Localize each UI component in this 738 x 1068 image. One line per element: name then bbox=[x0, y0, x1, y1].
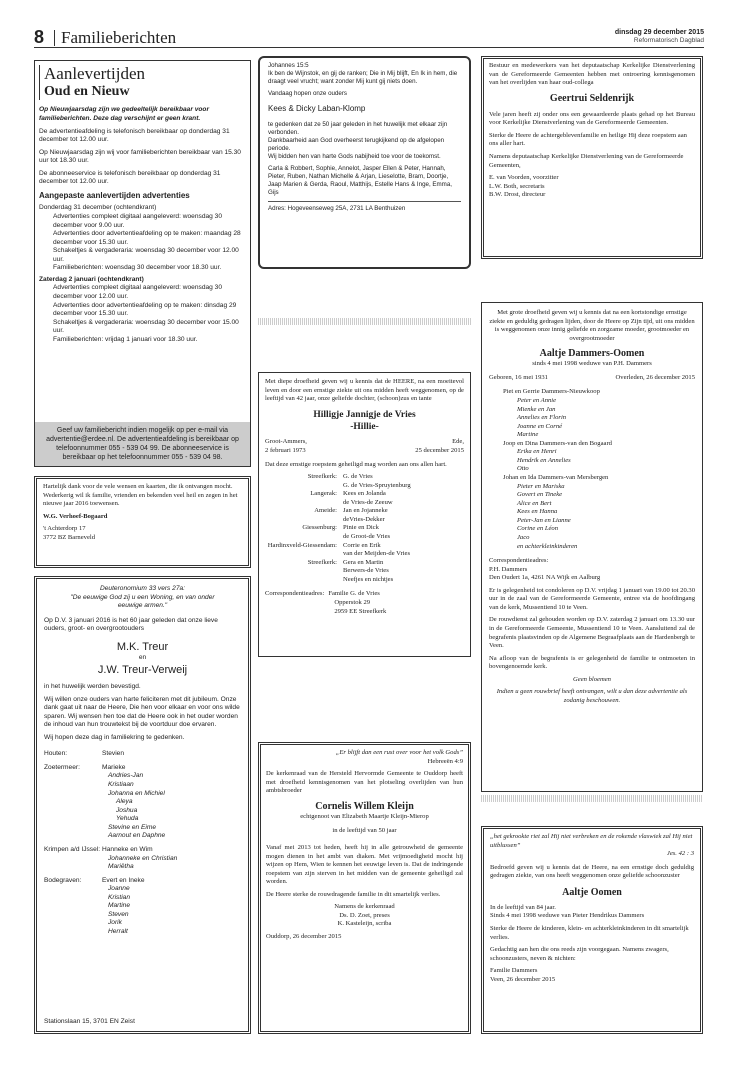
treur-ad bbox=[34, 576, 251, 1034]
vries-dates: 2 februari 1973 25 december 2015 bbox=[265, 446, 464, 454]
dammers-p5: Indien u geen rouwbrief heeft ontvangen, wilt u dan deze advertentie als zodanig beschouwen. bbox=[496, 688, 688, 704]
dammers-corr-label: Correspondentieadres: bbox=[489, 557, 549, 565]
dammers-family: Piet en Gerrie Dammers-Nieuwkoop Peter en Annie Mienke en Jan Annelies en Florin Joanne en Corné Martine Joop en Dina Dammers-van den Bogaard Erika en Henri Hendrik en Annelies Otto Johan en Ida Dammers-van Mersbergen Pieter en Mariska Govert en Tineke Alice en Bert Kees en Hanna Peter-Jan en Lianne Corine en Léon Jaco en achterkleinkinderen bbox=[503, 388, 612, 550]
info-box bbox=[34, 60, 251, 467]
info-day1-item: Advertenties door advertentieafdeling op te maken: maandag 28 december voor 15.30 uur. bbox=[53, 230, 241, 246]
treur-name2: J.W. Treur-Verweij bbox=[97, 663, 188, 676]
shade-divider bbox=[258, 318, 471, 325]
thanks-addr2: 3772 BZ Barneveld bbox=[43, 533, 96, 541]
info-day2-item: Familieberichten: vrijdag 1 januari voor 18.30 uur. bbox=[53, 335, 198, 343]
vries-family-row: Langerak: Kees en Jolanda de Vries-de Zeeuw bbox=[310, 490, 393, 506]
oomen-verse-ref: Jes. 42 : 3 bbox=[666, 850, 694, 858]
laban-verse-ref: Johannes 15:5 bbox=[268, 62, 309, 69]
oomen-p2: Gedachtig aan hen die ons reeds zijn voorgegaan. Namens zwagers, schoonzusters, neven & nichten: bbox=[490, 946, 669, 962]
selden-name: Geertrui Seldenrijk bbox=[549, 92, 635, 104]
seldenrijk-ad bbox=[481, 56, 703, 259]
kleijn-ad bbox=[258, 742, 471, 1034]
selden-p3: Namens deputaatschap Kerkelijke Dienstverlening van de Gereformeerde Gemeenten, bbox=[489, 152, 684, 169]
kleijn-spouse: echtgenoot van Elizabeth Maartje Kleijn-Mierop bbox=[300, 812, 429, 820]
oomen-age: In de leeftijd van 84 jaar. bbox=[490, 903, 556, 911]
laban-family: Carla & Robbert, Sophie, Annelot, Jasper Ellen & Peter, Hannah, Pieter, Ruben, Nathan Michelle & Arjan, Lieselotte, Bram, Doortje, Jaap Marien & Gerda, Raoul, Matthijs, Estelle Hans & Inge, Emma, Gijs bbox=[268, 164, 452, 197]
info-day2-item: Schakeltjes & vergaderaria: woensdag 30 december voor 15.00 uur. bbox=[53, 318, 239, 335]
vries-family-row: Streefkerk: Gera en Martin Berwers-de Vries Neefjes en nichtjes bbox=[307, 558, 394, 583]
kleijn-p1: Vanaf mei 2013 tot heden, heeft hij in alle getrouwheid de gemeente mogen dienen in het ambt van diaken. Met vrijmoedigheid mocht hij wijzen op Hem, Wien te kennen het eeuwige leven is. Dat de indringende roepstem van zijn sterven in het midden van de gemeente geheiligd zal worden. bbox=[266, 843, 463, 886]
treur-verse-ref: Deuteronomium 33 vers 27a: bbox=[99, 585, 186, 592]
treur-family-row: Houten: Stevien bbox=[44, 750, 124, 758]
info-day2-item: Advertenties compleet digitaal aangeleverd: woensdag 30 december voor 12.00 uur. bbox=[53, 284, 222, 300]
kleijn-p2: De Heere sterke de rouwdragende familie in dit smartelijk verlies. bbox=[266, 890, 441, 898]
section-title: Familieberichten bbox=[61, 28, 177, 47]
shade-divider bbox=[481, 795, 703, 802]
treur-p1: Wij willen onze ouders van harte feliciteren met dit jubileum. Onze dank gaat uit naar de Heere, Die hen voor elkaar en voor ons wilde sparen. Wij wensen hen toe dat de Heere ook in het ouder worden de inhoud van hun trouwtekst bij de voortduur doe ervaren. bbox=[44, 695, 240, 729]
info-p3: De abonneeservice is telefonisch bereikbaar op donderdag 31 december tot 12.00 uur. bbox=[39, 169, 221, 186]
kleijn-verse-ref: Hebreeën 4:9 bbox=[427, 757, 463, 765]
kleijn-age: in de leeftijd van 50 jaar bbox=[332, 827, 397, 835]
oomen-spouse: Sinds 4 mei 1998 weduwe van Pieter Hendrikus Dammers bbox=[490, 912, 645, 920]
selden-sign: B.W. Drost, directeur bbox=[489, 191, 546, 199]
laban-p2: Dankbaarheid aan God overheerst terugkijkend op de afgelopen periode. bbox=[268, 136, 445, 152]
thanks-name: W.G. Verhoef-Bogaard bbox=[43, 512, 108, 520]
dammers-name: Aaltje Dammers-Oomen bbox=[539, 348, 645, 360]
vries-family-row: Hardinxveld-Giessendam: Corrie en Erik van der Meijden-de Vries bbox=[267, 541, 411, 558]
dammers-spouse: sinds 4 mei 1998 weduwe van P.H. Dammers bbox=[532, 360, 652, 368]
treur-intro: Op D.V. 3 januari 2016 is het 60 jaar geleden dat onze lieve ouders, groot- en overgrootouders bbox=[44, 616, 218, 633]
info-p2: Op Nieuwjaarsdag zijn wij voor familieberichten bereikbaar van 15.30 uur tot 18.30 uur. bbox=[39, 148, 241, 165]
dammers-dates: Geboren, 16 mei 1931 Overleden, 26 december 2015 bbox=[489, 373, 695, 381]
kleijn-verse: „Er blijft dan een rust over voor het volk Gods” bbox=[335, 749, 463, 756]
selden-p1: Vele jaren heeft zij onder ons een gewaardeerde plaats gehad op het Bureau voor Kerkelijke Dienstverlening van de Gereformeerde Gemeenten. bbox=[489, 110, 695, 127]
laban-ad bbox=[258, 56, 471, 269]
laban-names: Kees & Dicky Laban-Klomp bbox=[268, 104, 366, 114]
dammers-p3: Na afloop van de begrafenis is er gelegenheid de familie te ontmoeten in bovengenoemde kerk. bbox=[489, 654, 695, 671]
laban-verse: Ik ben de Wijnstok, en gij de ranken; Die in Mij blijft, En Ik in hem, die draagt veel vrucht; want zonder Mij kunt gij niets doen. bbox=[268, 70, 458, 86]
treur-family-row: Bodegraven: Evert en Ineke Joanne Kristian Martine Steven Jorik Herralt bbox=[44, 876, 145, 936]
dammers-p4: Geen bloemen bbox=[573, 675, 611, 683]
info-day1-item: Familieberichten: woensdag 30 december voor 18.30 uur. bbox=[53, 264, 222, 272]
info-title: Aanlevertijden bbox=[44, 64, 146, 83]
kleijn-sign1: Namens de kerkenraad bbox=[334, 903, 395, 911]
vries-name: Hilligje Jannigje de Vries bbox=[313, 409, 416, 420]
info-day1-item: Schakeltjes & vergaderaria: woensdag 30 december voor 12.00 uur. bbox=[53, 247, 239, 263]
vries-intro: Met diepe droefheid geven wij u kennis dat de HEERE, na een moeitevol leven en door een ernstige ziekte uit ons midden heeft weggenomen, op de leeftijd van 42 jaar, onze geliefde dochter, (schoon)zus en tante bbox=[265, 378, 464, 403]
dammers-p2: De rouwdienst zal gehouden worden op D.V. zaterdag 2 januari om 13.30 uur in de Gereformeerde Gemeente, Mussentiend 10 te Veen. Aansluitend zal de begrafenis plaatsvinden op de Algemene Begraafplaats aan de Hardenbergh te Veen. bbox=[489, 616, 695, 650]
page-number: 8 bbox=[34, 27, 45, 47]
vries-family-row: Ameide: Jan en Jojanneke deVries-Dekker bbox=[314, 507, 388, 523]
kleijn-sign3: K. Kasteleijn, scriba bbox=[337, 920, 392, 928]
vries-nick: -Hillie- bbox=[350, 422, 379, 433]
dammers-intro: Met grote droefheid geven wij u kennis dat na een kortstondige ernstige ziekte en geduldig gedragen lijden, door de Heere op Zijn tijd, uit ons midden is weggenomen onze innig geliefde en zorgzame moeder, grootmoeder en overgrootmoeder bbox=[489, 309, 695, 342]
kleijn-name: Cornelis Willem Kleijn bbox=[315, 800, 414, 812]
header-date: dinsdag 29 december 2015 bbox=[614, 29, 704, 36]
dammers-p1: Er is gelegenheid tot condoleren op D.V. vrijdag 1 januari van 19.00 tot 20.30 uur in de zaal van de Gereformeerde Gemeente, entree via de hoofdingang van de kerk, Mussentiend 10 te Veen. bbox=[489, 586, 695, 611]
laban-intro: Vandaag hopen onze ouders bbox=[268, 90, 348, 98]
thanks-text: Hartelijk dank voor de vele wensen en kaarten, die ik ontvangen mocht. Wederkerig wil ik familie, vrienden en bekenden veel heil en zegen in het nieuwe jaar 2016 toewensen. bbox=[43, 483, 238, 508]
info-day2: Zaterdag 2 januari (ochtendkrant) bbox=[39, 275, 144, 283]
treur-verse: "De eeuwige God zij u een Woning, en van onder eeuwige armen." bbox=[70, 593, 215, 610]
laban-p1: te gedenken dat ze 50 jaar geleden in het huwelijk met elkaar zijn verbonden. bbox=[268, 120, 448, 136]
info-title-block bbox=[39, 65, 246, 100]
oomen-p1: Sterke de Heere de kinderen, klein- en achterkleinkinderen in dit smartelijk verlies. bbox=[490, 924, 689, 941]
vries-family-row: Streefkerk: G. de Vries G. de Vries-Spruytenburg bbox=[307, 473, 411, 489]
info-day2-item: Advertenties door advertentieafdeling op te maken: dinsdag 29 december voor 15.30 uur. bbox=[53, 301, 237, 318]
selden-sign: E. van Voorden, voorzitter bbox=[489, 174, 559, 182]
oomen-ad bbox=[481, 826, 703, 1034]
treur-family-row: Zoetermeer: Marieke Andries-Jan Kristiaan Johanna en Michiel Aleya Joshua Yehuda Stevine en Eime Aarnout en Daphne bbox=[44, 763, 166, 840]
vries-p1: Dat deze ernstige roepstem geheiligd mag worden aan ons allen hart. bbox=[265, 460, 447, 468]
vries-correspondence: Correspondentieadres: Familie G. de Vries Opperstok 29 2959 EE Streefkerk bbox=[265, 590, 387, 615]
header-paper: Reformatorisch Dagblad bbox=[633, 37, 704, 44]
info-day1: Donderdag 31 december (ochtendkrant) bbox=[39, 204, 157, 212]
laban-p3: Wij bidden hen van harte Gods nabijheid toe voor de toekomst. bbox=[268, 152, 441, 160]
treur-family-row: Krimpen a/d IJssel: Hanneke en Wim Johanneke en Christian Mariëtha bbox=[44, 845, 178, 871]
oomen-verse: „het gekrookte riet zal Hij niet verbreken en de rokende vlaswiek zal Hij niet uitblussen” bbox=[490, 833, 693, 849]
treur-name1: M.K. Treur bbox=[116, 640, 169, 653]
vries-ad bbox=[258, 372, 471, 657]
kleijn-date: Ouddorp, 26 december 2015 bbox=[266, 933, 342, 940]
selden-sign: L.W. Both, secretaris bbox=[489, 182, 545, 190]
info-subtitle: Oud en Nieuw bbox=[44, 83, 130, 99]
info-intro: Op Nieuwjaarsdag zijn we gedeeltelijk bereikbaar voor familieberichten. Deze dag verschijnt er geen krant. bbox=[39, 106, 210, 123]
page-header bbox=[34, 28, 704, 48]
info-heading: Aangepaste aanlevertijden advertenties bbox=[39, 190, 190, 200]
dammers-corr1: P.H. Dammers bbox=[489, 565, 528, 573]
vries-dates: Groot-Ammers, Ede, bbox=[265, 438, 464, 446]
treur-en: en bbox=[138, 654, 147, 662]
kleijn-sign2: Ds. D. Zoet, preses bbox=[339, 911, 390, 919]
oomen-intro: Bedroefd geven wij u kennis dat de Heere, na een ernstige doch geduldig gedragen ziekte, van ons heeft weggenomen onze geliefde schoonzuster bbox=[490, 863, 694, 880]
treur-address: Stationslaan 15, 3701 EN Zeist bbox=[44, 1018, 135, 1026]
info-footer: Geef uw familiebericht indien mogelijk op per e-mail via advertentie@erdee.nl. De advertentieafdeling is bereikbaar op telefoonnummer 055 - 539 04 99. De abonneeservice is bereikbaar op het telefoonnummer 055 - 539 04 98. bbox=[35, 422, 250, 466]
treur-married: in het huwelijk werden bevestigd. bbox=[44, 682, 141, 690]
header-divider bbox=[54, 30, 55, 46]
oomen-name: Aaltje Oomen bbox=[562, 886, 622, 898]
oomen-sign2: Veen, 26 december 2015 bbox=[490, 975, 556, 983]
thanks-ad bbox=[34, 476, 251, 568]
selden-p2: Sterke de Heere de achtergeblevenfamilie en heilige Hij deze roepstem aan ons aller hart. bbox=[489, 131, 687, 148]
info-day1-item: Advertenties compleet digitaal aangeleverd: woensdag 30 december voor 9.00 uur. bbox=[53, 212, 222, 229]
vries-family-row: Giessenburg: Pinie en Dick de Groot-de Vries bbox=[302, 524, 391, 540]
laban-address: Adres: Hogeveenseweg 25A, 2731 LA Benthuizen bbox=[268, 201, 461, 213]
dammers-ad bbox=[481, 302, 703, 792]
dammers-corr2: Den Oudert 1a, 4261 NA Wijk en Aalburg bbox=[489, 574, 601, 582]
kleijn-intro: De kerkenraad van de Hersteld Hervormde Gemeente te Ouddorp heeft met droefheid kennisgenomen van het plotseling overlijden van hun ambtsbroeder bbox=[266, 770, 463, 795]
oomen-sign1: Familie Dammers bbox=[490, 967, 538, 975]
selden-intro: Bestuur en medewerkers van het deputaatschap Kerkelijke Dienstverlening van de Gereformeerde Gemeenten hebben met ontroering kennisgenomen van het overlijden van haar oud-collega bbox=[489, 62, 695, 87]
info-p1: De advertentieafdeling is telefonisch bereikbaar op donderdag 31 december tot 12.00 uur. bbox=[39, 127, 230, 144]
treur-p2: Wij hopen deze dag in familiekring te gedenken. bbox=[44, 733, 185, 741]
thanks-addr1: 't Achterdorp 17 bbox=[43, 525, 86, 533]
